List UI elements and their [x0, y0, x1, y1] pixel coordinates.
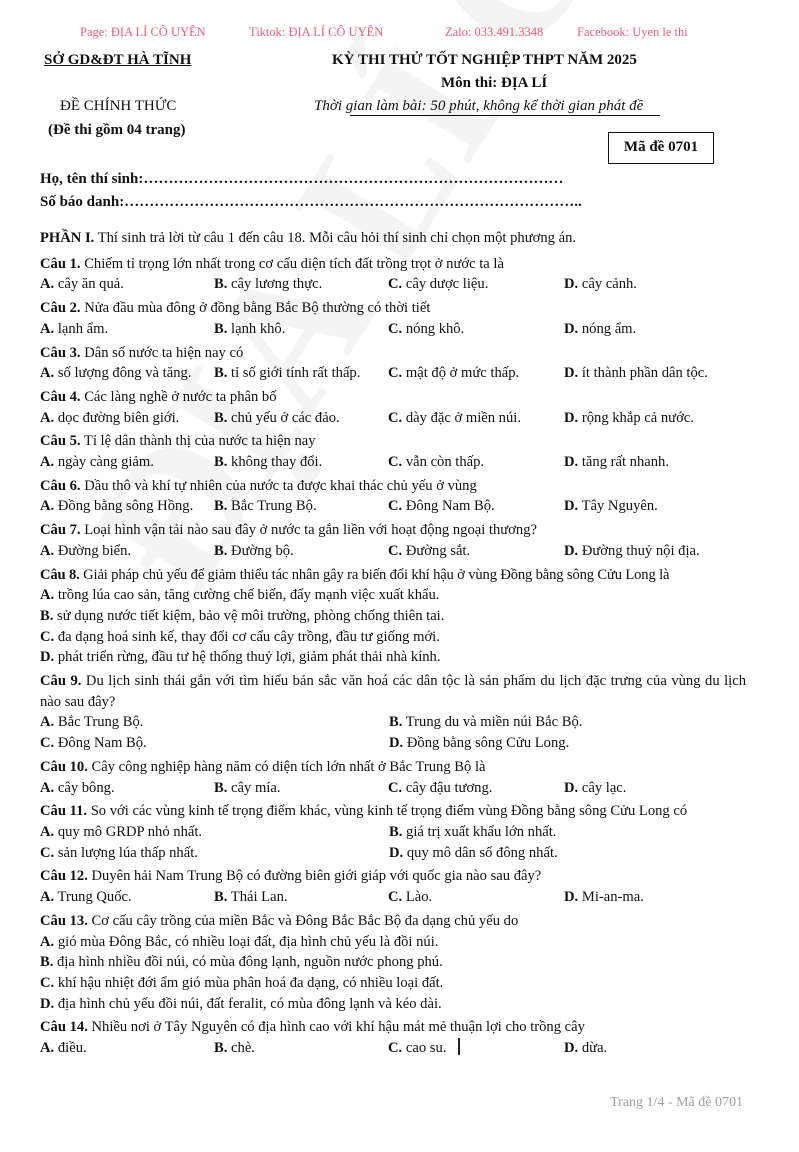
question-8	[40, 565, 746, 669]
question-number: Câu 7.	[40, 522, 81, 539]
option-letter: B.	[214, 1040, 228, 1057]
option-letter: D.	[389, 735, 404, 752]
exam-code: Mã đề 0701	[623, 139, 699, 155]
option-text: Bắc Trung Bộ.	[57, 714, 144, 731]
option-text: cây cảnh.	[581, 276, 637, 293]
option-a[interactable]	[40, 541, 214, 562]
question-text: Loại hình vận tải nào sau đây ở nước ta gắn liền với hoạt động ngoại thương?	[80, 522, 537, 539]
question-text: Cơ cấu cây trồng của miền Bắc và Đông Bắc Bắc Bộ đa dạng chủ yếu do	[87, 912, 519, 929]
option-letter: C.	[388, 779, 403, 796]
option-letter: D.	[564, 365, 579, 382]
option-text: quy mô dân số đông nhất.	[406, 844, 558, 861]
option-c[interactable]	[388, 319, 564, 340]
question-number: Câu 1.	[40, 255, 81, 272]
option-text: vẫn còn thấp.	[405, 454, 485, 471]
option-text: quy mô GRDP nhỏ nhất.	[57, 823, 203, 840]
option-text: rộng khắp cả nước.	[581, 409, 694, 426]
option-text: dừa.	[581, 1040, 608, 1057]
question-5	[40, 431, 746, 472]
question-11	[40, 801, 746, 863]
option-text: khí hậu nhiệt đới ẩm gió mùa phân hoá đa dạng, có nhiều loại đất.	[57, 974, 444, 991]
option-text: Đông Nam Bộ.	[57, 735, 147, 752]
option-text: Mi-an-ma.	[581, 889, 644, 906]
option-text: cây lạc.	[581, 779, 627, 796]
part1-label: PHẦN I.	[40, 230, 95, 246]
option-b[interactable]	[214, 452, 388, 473]
question-14	[40, 1017, 746, 1058]
option-d[interactable]	[40, 647, 746, 668]
option-text: địa hình chủ yếu đồi núi, đất feralit, có mùa đông lạnh và kéo dài.	[57, 995, 442, 1012]
option-text: trồng lúa cao sản, tăng cường chế biến, đẩy mạnh việc xuất khẩu.	[57, 587, 440, 604]
option-text: Đồng bằng sông Hồng.	[57, 498, 194, 515]
exam-subject: Môn thi: ĐỊA LÍ	[441, 75, 548, 91]
question-text: Giải pháp chủ yếu để giảm thiểu tác nhân gây ra biến đổi khí hậu ở vùng Đồng bằng sông Cửu Long là	[79, 566, 670, 583]
question-number: Câu 9.	[40, 673, 82, 690]
option-b[interactable]	[214, 274, 388, 295]
option-d[interactable]	[564, 363, 708, 384]
pages-note: (Đề thi gồm 04 trang)	[48, 122, 186, 138]
time-underline	[350, 115, 660, 116]
question-10	[40, 757, 746, 798]
option-letter: B.	[214, 454, 228, 471]
header-page-link[interactable]: Page: ĐỊA LÍ CÔ UYÊN	[80, 25, 206, 39]
option-letter: D.	[40, 649, 55, 666]
question-9	[40, 671, 746, 754]
option-a[interactable]	[40, 778, 214, 799]
question-number: Câu 3.	[40, 344, 81, 361]
option-text: điều.	[57, 1040, 87, 1057]
option-c[interactable]	[388, 496, 564, 517]
option-c[interactable]	[388, 363, 564, 384]
candidate-name-field[interactable]: Họ, tên thí sinh:…………………………………………………………………………	[40, 171, 564, 187]
option-c[interactable]	[388, 452, 564, 473]
option-a[interactable]	[40, 496, 214, 517]
department-name: SỞ GD&ĐT HÀ TĨNH	[44, 52, 192, 68]
option-letter: C.	[40, 735, 55, 752]
option-d[interactable]	[564, 408, 694, 429]
question-4	[40, 387, 746, 428]
option-a[interactable]	[40, 408, 214, 429]
part1-text: Thí sinh trả lời từ câu 1 đến câu 18. Mỗi câu hỏi thí sinh chỉ chọn một phương án.	[94, 230, 577, 246]
option-letter: A.	[40, 587, 55, 604]
option-d[interactable]	[564, 452, 669, 473]
option-a[interactable]	[40, 452, 214, 473]
option-text: chè.	[231, 1040, 255, 1057]
option-text: sử dụng nước tiết kiệm, bảo vệ môi trường, phòng chống thiên tai.	[57, 607, 445, 624]
option-letter: C.	[40, 844, 55, 861]
question-text: Chiếm tỉ trọng lớn nhất trong cơ cấu diện tích đất trồng trọt ở nước ta là	[80, 255, 504, 272]
option-letter: D.	[564, 454, 579, 471]
option-letter: A.	[40, 823, 55, 840]
question-3	[40, 343, 746, 384]
exam-title: KỲ THI THỬ TỐT NGHIỆP THPT NĂM 2025	[332, 52, 637, 68]
option-letter: D.	[564, 409, 579, 426]
option-text: mật độ ở mức thấp.	[405, 365, 520, 382]
option-b[interactable]	[214, 408, 388, 429]
question-number: Câu 8.	[40, 566, 80, 583]
question-12	[40, 866, 746, 907]
question-number: Câu 12.	[40, 868, 88, 885]
question-text: So với các vùng kinh tế trọng điểm khác, vùng kinh tế trọng điểm vùng Đồng bằng sông Cửu Long có	[87, 803, 688, 820]
question-1	[40, 254, 746, 295]
option-text: Trung du và miền núi Bắc Bộ.	[405, 714, 583, 731]
option-letter: D.	[564, 276, 579, 293]
option-letter: B.	[214, 320, 228, 337]
option-letter: B.	[389, 714, 403, 731]
option-c[interactable]	[388, 408, 564, 429]
option-letter: D.	[564, 779, 579, 796]
option-text: Bắc Trung Bộ.	[231, 498, 317, 515]
option-c[interactable]	[388, 887, 564, 908]
option-letter: A.	[40, 779, 55, 796]
option-d[interactable]	[564, 274, 637, 295]
question-13	[40, 911, 746, 1015]
part1-instruction	[40, 228, 746, 249]
option-text: Lào.	[405, 889, 433, 906]
option-letter: B.	[214, 409, 228, 426]
option-text: dọc đường biên giới.	[57, 409, 180, 426]
option-b[interactable]	[389, 822, 738, 843]
option-text: Đông Nam Bộ.	[405, 498, 495, 515]
question-number: Câu 11.	[40, 803, 88, 820]
question-text: Các làng nghề ở nước ta phân bố	[80, 388, 277, 405]
option-text: cây dược liệu.	[405, 276, 489, 293]
option-letter: C.	[388, 409, 403, 426]
option-c[interactable]	[388, 778, 564, 799]
question-number: Câu 13.	[40, 912, 88, 929]
option-c[interactable]	[40, 973, 746, 994]
option-text: Đường bộ.	[231, 542, 294, 559]
option-text: ngày càng giảm.	[57, 454, 154, 471]
option-b[interactable]	[40, 952, 746, 973]
option-letter: C.	[388, 365, 403, 382]
option-letter: C.	[388, 454, 403, 471]
option-letter: C.	[388, 498, 403, 515]
question-number: Câu 5.	[40, 433, 81, 450]
option-letter: B.	[389, 823, 403, 840]
option-letter: B.	[214, 889, 228, 906]
header-tiktok-link[interactable]: Tiktok: ĐỊA LÍ CÔ UYÊN	[249, 25, 384, 39]
official-label: ĐỀ CHÍNH THỨC	[60, 98, 177, 114]
option-text: dày đặc ở miền núi.	[405, 409, 521, 426]
option-b[interactable]	[40, 606, 746, 627]
option-text: cây lương thực.	[231, 276, 323, 293]
option-letter: A.	[40, 889, 55, 906]
option-letter: A.	[40, 542, 55, 559]
option-b[interactable]	[214, 1038, 388, 1059]
option-text: cây bông.	[57, 779, 115, 796]
option-d[interactable]	[389, 733, 738, 754]
option-text: Đường biển.	[57, 542, 132, 559]
option-letter: A.	[40, 276, 55, 293]
option-text: Tây Nguyên.	[581, 498, 658, 515]
option-text: cây ăn quả.	[57, 276, 124, 293]
option-letter: C.	[388, 542, 403, 559]
option-c[interactable]	[388, 274, 564, 295]
option-b[interactable]	[214, 363, 388, 384]
option-letter: D.	[564, 498, 579, 515]
question-text: Nhiều nơi ở Tây Nguyên có địa hình cao với khí hậu mát mẻ thuận lợi cho trồng cây	[87, 1019, 585, 1036]
option-text: Thái Lan.	[230, 889, 288, 906]
option-letter: D.	[564, 542, 579, 559]
option-text: nóng khô.	[405, 320, 465, 337]
option-letter: D.	[564, 320, 579, 337]
option-letter: C.	[388, 276, 403, 293]
option-text: tăng rất nhanh.	[581, 454, 669, 471]
option-text: tỉ số giới tính rất thấp.	[231, 365, 361, 382]
exam-code-box	[608, 132, 714, 164]
option-a[interactable]	[40, 1038, 214, 1059]
option-a[interactable]	[40, 363, 214, 384]
option-text: gió mùa Đông Bắc, có nhiều loại đất, địa hình chủ yếu là đồi núi.	[57, 933, 439, 950]
option-text: Đường thuỷ nội địa.	[581, 542, 700, 559]
exam-time: Thời gian làm bài: 50 phút, không kể thời gian phát đề	[314, 98, 644, 114]
option-text: Đồng bằng sông Cửu Long.	[406, 735, 570, 752]
question-7	[40, 520, 746, 561]
option-text: phát triển rừng, đầu tư hệ thống thuỷ lợi, giảm phát thải nhà kính.	[57, 649, 441, 666]
question-text: Dầu thô và khí tự nhiên của nước ta được khai thác chủ yếu ở vùng	[80, 477, 477, 494]
option-b[interactable]	[214, 778, 388, 799]
option-letter: B.	[214, 276, 228, 293]
option-text: lạnh khô.	[231, 320, 286, 337]
option-text: địa hình nhiều đồi núi, có mùa đông lạnh, nguồn nước phong phú.	[57, 954, 443, 971]
option-a[interactable]	[40, 585, 746, 606]
option-text: Đường sắt.	[405, 542, 471, 559]
option-text: lạnh ẩm.	[57, 320, 109, 337]
option-text: ít thành phần dân tộc.	[581, 365, 708, 382]
option-d[interactable]	[564, 1038, 607, 1059]
option-text: sản lượng lúa thấp nhất.	[57, 844, 198, 861]
option-letter: D.	[564, 889, 579, 906]
option-a[interactable]	[40, 274, 214, 295]
option-letter: D.	[40, 995, 55, 1012]
option-letter: A.	[40, 498, 55, 515]
option-a[interactable]	[40, 822, 389, 843]
option-letter: B.	[214, 779, 228, 796]
option-text: giá trị xuất khẩu lớn nhất.	[406, 823, 557, 840]
option-b[interactable]	[214, 319, 388, 340]
option-d[interactable]	[564, 541, 700, 562]
option-a[interactable]	[40, 712, 389, 733]
option-letter: A.	[40, 365, 55, 382]
option-b[interactable]	[214, 887, 388, 908]
option-c[interactable]	[40, 843, 389, 864]
question-number: Câu 14.	[40, 1019, 88, 1036]
option-letter: C.	[40, 974, 55, 991]
option-letter: C.	[388, 1040, 403, 1057]
question-number: Câu 2.	[40, 300, 81, 317]
option-c[interactable]	[388, 541, 564, 562]
question-number: Câu 4.	[40, 388, 81, 405]
option-letter: B.	[214, 498, 228, 515]
option-text: cao su.	[405, 1040, 447, 1057]
option-text: nóng ẩm.	[581, 320, 637, 337]
option-b[interactable]	[389, 712, 738, 733]
option-a[interactable]	[40, 319, 214, 340]
option-letter: D.	[564, 1040, 579, 1057]
option-letter: A.	[40, 409, 55, 426]
question-2	[40, 298, 746, 339]
option-b[interactable]	[214, 541, 388, 562]
option-d[interactable]	[564, 496, 658, 517]
option-letter: D.	[389, 844, 404, 861]
option-letter: A.	[40, 320, 55, 337]
question-6	[40, 476, 746, 517]
option-d[interactable]	[564, 887, 644, 908]
exam-body	[40, 228, 746, 1062]
option-letter: A.	[40, 454, 55, 471]
option-text: số lượng đông và tăng.	[57, 365, 192, 382]
option-text: không thay đổi.	[231, 454, 323, 471]
question-text: Duyên hải Nam Trung Bộ có đường biên giới giáp với quốc gia nào sau đây?	[87, 868, 542, 885]
option-letter: C.	[388, 889, 403, 906]
option-letter: B.	[214, 542, 228, 559]
option-letter: B.	[40, 607, 54, 624]
option-letter: B.	[214, 365, 228, 382]
page-footer: Trang 1/4 - Mã đề 0701	[610, 1095, 743, 1110]
option-letter: A.	[40, 933, 55, 950]
option-text: cây đậu tương.	[405, 779, 493, 796]
header-facebook-link[interactable]: Facebook: Uyen le thi	[577, 25, 688, 39]
text-cursor	[458, 1038, 460, 1055]
question-number: Câu 10.	[40, 758, 88, 775]
candidate-id-field[interactable]: Số báo danh:………………………………………………………………………………..	[40, 194, 582, 210]
option-text: chủ yếu ở các đảo.	[231, 409, 340, 426]
option-a[interactable]	[40, 932, 746, 953]
option-text: Trung Quốc.	[57, 889, 132, 906]
option-text: đa dạng hoá sinh kế, thay đổi cơ cấu cây trồng, đầu tư giống mới.	[57, 628, 440, 645]
option-c[interactable]	[40, 733, 389, 754]
option-d[interactable]	[564, 778, 626, 799]
question-text: Cây công nghiệp hàng năm có diện tích lớn nhất ở Bắc Trung Bộ là	[87, 758, 486, 775]
option-a[interactable]	[40, 887, 214, 908]
question-text: Du lịch sinh thái gắn với tìm hiểu bản sắc văn hoá các dân tộc là sản phẩm du lịch đặc trưng của vùng du lịch nào sau đây?	[40, 673, 747, 710]
question-text: Dân số nước ta hiện nay có	[80, 344, 244, 361]
header-zalo-link[interactable]: Zalo: 033.491.3348	[445, 25, 544, 39]
option-letter: C.	[388, 320, 403, 337]
option-letter: A.	[40, 714, 55, 731]
option-d[interactable]	[564, 319, 636, 340]
option-letter: B.	[40, 954, 54, 971]
option-d[interactable]	[40, 994, 746, 1015]
option-c[interactable]	[388, 1038, 564, 1059]
option-letter: C.	[40, 628, 55, 645]
question-text: Nửa đầu mùa đông ở đồng bằng Bắc Bộ thường có thời tiết	[80, 300, 431, 317]
option-letter: A.	[40, 1040, 55, 1057]
question-text: Tỉ lệ dân thành thị của nước ta hiện nay	[80, 433, 316, 450]
option-d[interactable]	[389, 843, 738, 864]
option-b[interactable]	[214, 496, 388, 517]
option-text: cây mía.	[231, 779, 281, 796]
question-number: Câu 6.	[40, 477, 81, 494]
option-c[interactable]	[40, 627, 746, 648]
